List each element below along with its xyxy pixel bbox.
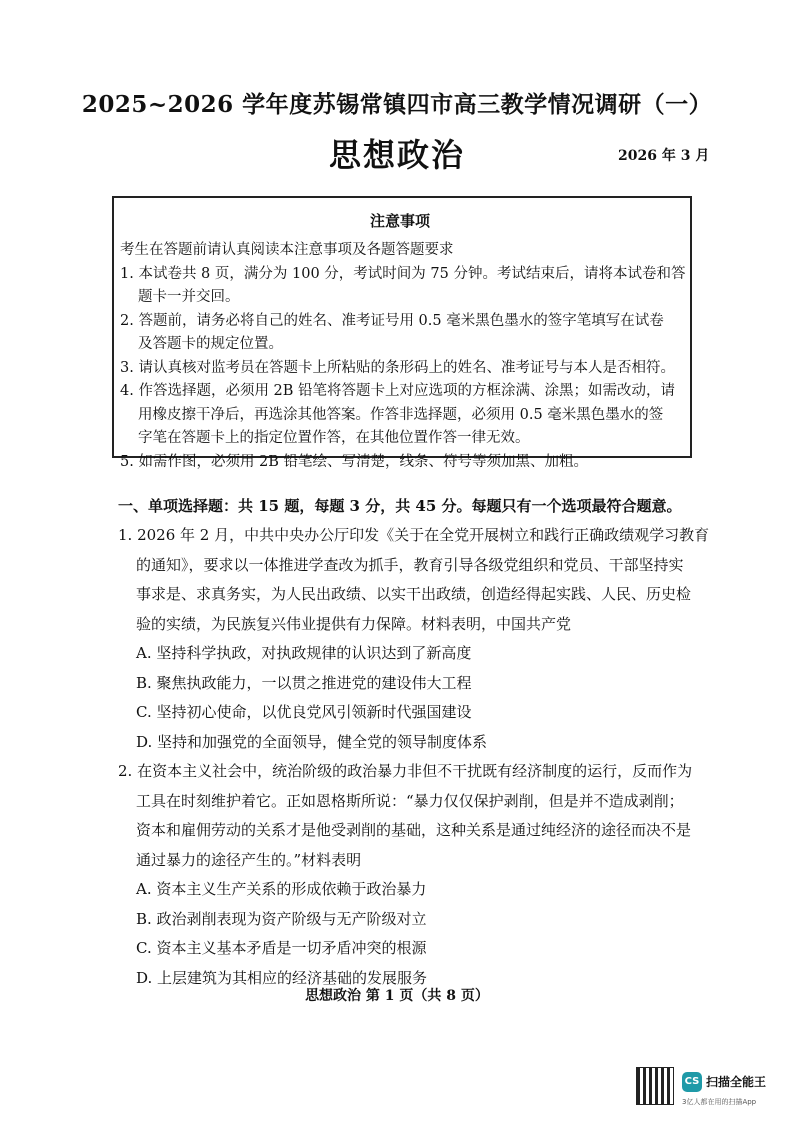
notice-line: 3. 请认真核对监考员在答题卡上所粘贴的条形码上的姓名、准考证号与本人是否相符。 <box>120 359 675 376</box>
option-c: C. 资本主义基本矛盾是一切矛盾冲突的根源 <box>136 939 427 957</box>
notice-line: 1. 本试卷共 8 页，满分为 100 分，考试时间为 75 分钟。考试结束后，请将本试卷和答 <box>120 265 686 282</box>
question-2 <box>118 757 708 993</box>
watermark-tagline: 3亿人都在用的扫描App <box>682 1098 757 1106</box>
qr-code-icon <box>636 1067 674 1105</box>
notice-title: 注意事项 <box>369 212 430 230</box>
exam-title: 2025~2026 学年度苏锡常镇四市高三教学情况调研（一） <box>81 91 713 118</box>
notice-line: 考生在答题前请认真阅读本注意事项及各题答题要求 <box>120 242 454 258</box>
notice-line: 4. 作答选择题，必须用 2B 铅笔将答题卡上对应选项的方框涂满、涂黑；如需改动，请 <box>120 383 676 399</box>
notice-line: 2. 答题前，请务必将自己的姓名、准考证号用 0.5 毫米黑色墨水的签字笔填写在试卷 <box>120 312 664 329</box>
question-stem-line: 验的实绩，为民族复兴伟业提供有力保障。材料表明，中国共产党 <box>136 614 572 633</box>
option-d: D. 上层建筑为其相应的经济基础的发展服务 <box>136 968 428 987</box>
question-1 <box>118 521 708 757</box>
notice-line: 及答题卡的规定位置。 <box>138 336 283 352</box>
question-stem-line: 资本和雇佣劳动的关系才是他受剥削的基础，这种关系是通过纯经济的途径而决不是 <box>136 821 692 839</box>
option-a: A. 资本主义生产关系的形成依赖于政治暴力 <box>136 880 427 898</box>
question-stem-line: 的通知》，要求以一体推进学查改为抓手，教育引导各级党组织和党员、干部坚持实 <box>136 555 684 574</box>
notice-line: 题卡一并交回。 <box>138 289 240 305</box>
exam-date: 2026 年 3 月 <box>618 148 710 164</box>
option-c: C. 坚持初心使命，以优良党风引领新时代强国建设 <box>136 703 472 721</box>
notice-line: 5. 如需作图，必须用 2B 铅笔绘、写清楚，线条、符号等须加黑、加粗。 <box>120 453 589 470</box>
question-stem-line: 1. 2026 年 2 月，中共中央办公厅印发《关于在全党开展树立和践行正确政绩观学习教育 <box>118 526 710 544</box>
question-stem-line: 工具在时刻维护着它。正如恩格斯所说：“暴力仅仅保护剥削，但是并不造成剥削； <box>136 791 684 810</box>
notice-line: 用橡皮擦干净后，再选涂其他答案。作答非选择题，必须用 0.5 毫米黑色墨水的签 <box>138 406 664 423</box>
option-b: B. 政治剥削表现为资产阶级与无产阶级对立 <box>136 909 427 928</box>
question-stem-line: 2. 在资本主义社会中，统治阶级的政治暴力非但不干扰既有经济制度的运行，反而作为 <box>118 762 693 780</box>
question-stem-line: 通过暴力的途径产生的。”材料表明 <box>136 850 362 869</box>
option-a: A. 坚持科学执政，对执政规律的认识达到了新高度 <box>136 644 472 662</box>
page-footer: 思想政治 第 1 页（共 8 页） <box>305 988 489 1004</box>
watermark-app-name: 扫描全能王 <box>706 1075 767 1089</box>
camscanner-logo: CS <box>682 1072 702 1092</box>
option-b: B. 聚焦执政能力，一以贯之推进党的建设伟大工程 <box>136 673 472 692</box>
notice-line: 字笔在答题卡上的指定位置作答，在其他位置作答一律无效。 <box>138 430 530 446</box>
section-heading: 一、单项选择题：共 15 题，每题 3 分，共 45 分。每题只有一个选项最符合题意。 <box>118 497 682 515</box>
option-d: D. 坚持和加强党的全面领导，健全党的领导制度体系 <box>136 732 488 751</box>
question-section <box>118 493 708 993</box>
scanner-watermark <box>636 1067 786 1111</box>
question-stem-line: 事求是、求真务实，为人民出政绩、以实干出政绩，创造经得起实践、人民、历史检 <box>136 585 692 603</box>
subject-title: 思想政治 <box>328 136 465 174</box>
notice-box <box>112 196 692 470</box>
